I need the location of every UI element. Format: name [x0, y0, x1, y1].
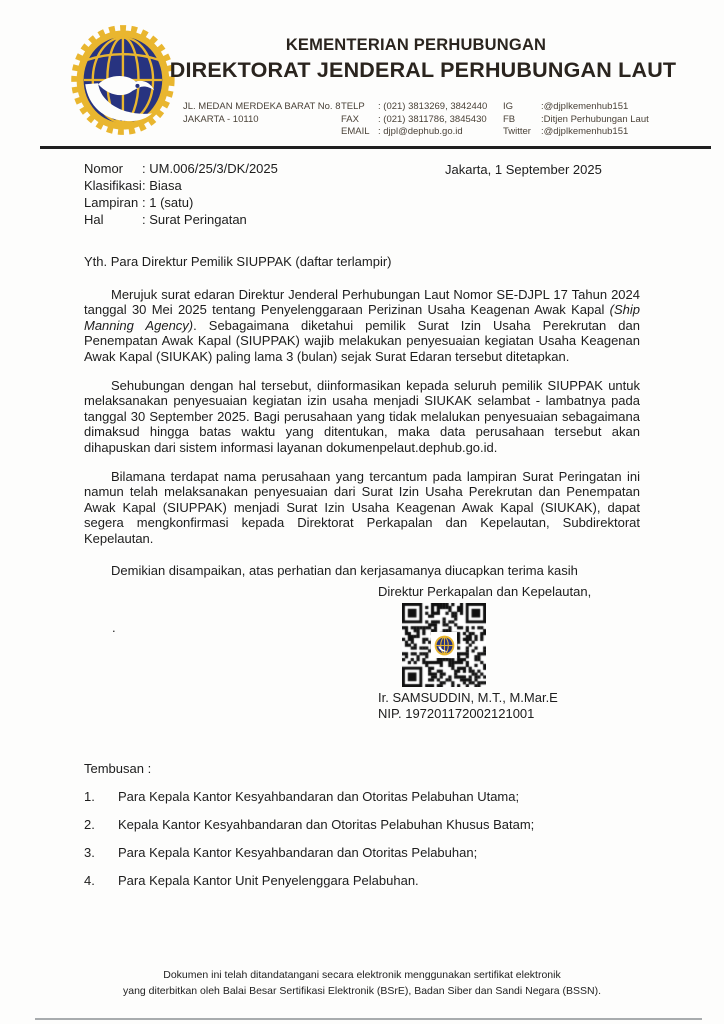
social-media	[503, 101, 649, 139]
ig-value: :@djplkemenhub151	[541, 101, 629, 112]
klasifikasi-label: Klasifikasi	[84, 178, 142, 193]
paragraph-3: Bilamana terdapat nama perusahaan yang tercantum pada lampiran Surat Peringatan ini namun telah melaksanakan penyesuaian dari Surat Izin Usaha Perekrutan dan Penempatan Awak Kapal (SIUPPAK) menjadi Surat Izin Usaha Keagenan Awak Kapal (SIUKAK), dapat segera mengkonfirmasi kepada Direktorat Perkapalan dan Kepelautan, Subdirektorat Kepelautan.	[84, 468, 640, 546]
notice-line-2: yang diterbitkan oleh Balai Besar Sertifikasi Elektronik (BSrE), Badan Siber dan Sandi Negara (BSSN).	[123, 985, 601, 997]
closing-paragraph: Demikian disampaikan, atas perhatian dan kerjasamanya diucapkan terima kasih	[111, 562, 578, 578]
phone-fax-email	[341, 101, 487, 139]
page-bottom-rule	[35, 1018, 702, 1020]
fax-label: FAX	[341, 113, 359, 125]
email-label: EMAIL	[341, 126, 370, 137]
ig-label: IG	[503, 101, 514, 112]
address-line-1: JL. MEDAN MERDEKA BARAT No. 8	[183, 101, 341, 112]
tembusan-item-number: 2.	[84, 817, 95, 833]
dateline: Jakarta, 1 September 2025	[445, 162, 602, 177]
twitter-label: Twitter	[503, 126, 531, 137]
tembusan-item	[84, 845, 640, 861]
recipient-line: Yth. Para Direktur Pemilik SIUPPAK (daftar terlampir)	[84, 254, 392, 269]
letterhead-divider	[40, 146, 711, 149]
signatory-name: Ir. SAMSUDDIN, M.T., M.Mar.E	[378, 690, 558, 706]
address-line-2: JAKARTA - 10110	[183, 113, 259, 125]
fax-value: : (021) 3811786, 3845430	[378, 113, 487, 125]
signatory-nip: NIP. 197201172002121001	[378, 705, 535, 721]
tembusan-item	[84, 817, 640, 833]
qr-center-logo-icon	[431, 632, 457, 658]
hal-value: : Surat Peringatan	[142, 212, 247, 227]
nomor-label: Nomor	[84, 161, 124, 176]
tembusan-item-text: Para Kepala Kantor Kesyahbandaran dan Otoritas Pelabuhan;	[118, 845, 478, 861]
telp-value: : (021) 3813269, 3842440	[378, 101, 488, 112]
tembusan-item-text: Kepala Kantor Kesyahbandaran dan Otoritas Pelabuhan Khusus Batam;	[118, 817, 535, 833]
electronic-signature-notice	[0, 967, 724, 999]
fb-label: FB	[503, 113, 516, 125]
lampiran-value: : 1 (satu)	[142, 195, 194, 210]
paragraph-2: Sehubungan dengan hal tersebut, diinformasikan kepada seluruh pemilik SIUPPAK untuk melaksanakan penyesuaian kegiatan izin usaha menjadi SIUKAK selambat - lambatnya pada tanggal 30 September 2025. Bagi perusahaan yang tidak melalukan penyesuaian sebagaimana dimaksud hingga batas waktu yang ditentukan, maka data perusahaan tersebut akan dihapuskan dari sistem informasi layanan dokumenpelaut.dephub.go.id.	[84, 377, 640, 455]
letterhead	[0, 0, 724, 146]
meta-row-lampiran	[84, 194, 640, 211]
letter-content	[0, 160, 724, 889]
paragraph-1-italic: (Ship Manning Agency)	[84, 302, 640, 333]
letter-meta	[84, 160, 640, 228]
office-address	[183, 101, 341, 126]
tembusan-item-text: Para Kepala Kantor Kesyahbandaran dan Otoritas Pelabuhan Utama;	[118, 789, 520, 805]
meta-row-hal	[84, 211, 640, 228]
notice-line-1: Dokumen ini telah ditandatangani secara elektronik menggunakan sertifikat elektronik	[163, 969, 561, 981]
tembusan-item-number: 3.	[84, 845, 95, 861]
tembusan-item	[84, 873, 640, 889]
meta-row-klasifikasi	[84, 177, 640, 194]
directorate-title: DIREKTORAT JENDERAL PERHUBUNGAN LAUT	[169, 58, 677, 82]
signatory-title: Direktur Perkapalan dan Kepelautan,	[378, 584, 592, 600]
fb-value: :Ditjen Perhubungan Laut	[541, 113, 649, 125]
paragraph-1-after: . Sebagaimana diketahui pemilik Surat Izin Usaha Perekrutan dan Penempatan Awak Kapal (SIUPPAK) wajib melakukan penyesuaian kegiatan Usaha Keagenan Awak Kapal (SIUKAK) paling lama 3 (bulan) sejak Surat Edaran tersebut ditetapkan.	[84, 317, 640, 364]
klasifikasi-value: : Biasa	[142, 178, 182, 193]
tembusan-item-text: Para Kepala Kantor Unit Penyelenggara Pelabuhan.	[118, 873, 419, 889]
qr-code	[402, 603, 486, 687]
tembusan-item-number: 1.	[84, 789, 95, 805]
lampiran-label: Lampiran	[84, 195, 139, 210]
stray-period-mark: .	[112, 620, 116, 636]
telp-label: TELP	[341, 101, 365, 112]
email-value: : djpl@dephub.go.id	[378, 126, 463, 137]
paragraph-1-before: Merujuk surat edaran Direktur Jenderal Perhubungan Laut Nomor SE-DJPL 17 Tahun 2024 tanggal 30 Mei 2025 tentang Penyelenggaraan Perizinan Usaha Keagenan Awak Kapal	[84, 286, 640, 318]
hal-label: Hal	[84, 212, 104, 227]
tembusan-item-number: 4.	[84, 873, 95, 889]
signature-block	[112, 584, 640, 734]
nomor-value: : UM.006/25/3/DK/2025	[142, 161, 278, 176]
paragraph-1	[84, 287, 640, 365]
ministry-title: KEMENTERIAN PERHUBUNGAN	[285, 36, 547, 54]
tembusan-heading: Tembusan :	[84, 761, 152, 777]
tembusan-section	[84, 761, 640, 889]
tembusan-item	[84, 789, 640, 805]
twitter-value: :@djplkemenhub151	[541, 126, 629, 137]
